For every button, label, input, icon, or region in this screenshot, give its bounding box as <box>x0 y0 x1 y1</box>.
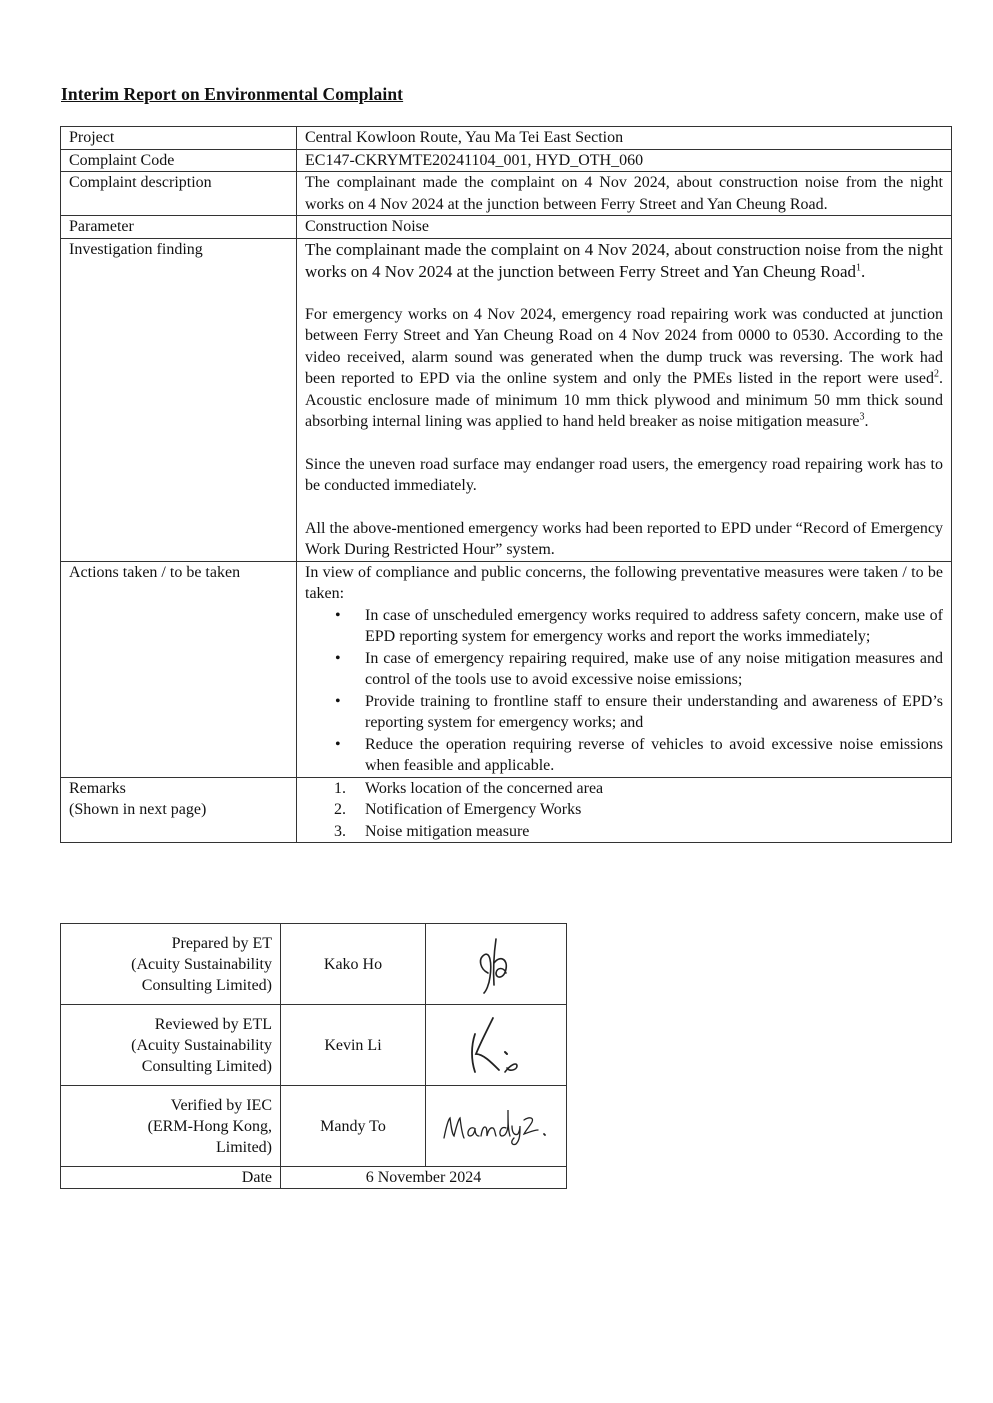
row-label-remarks: Remarks (Shown in next page) <box>61 777 297 843</box>
row-label-investigation-finding: Investigation finding <box>61 238 297 561</box>
list-item: 1. Works location of the concerned area <box>334 779 604 797</box>
signoff-row-date <box>61 1167 567 1189</box>
finding-paragraph-4: All the above-mentioned emergency works had been reported to EPD under “Record of Emergency Work During Restricted Hour” system. <box>305 519 943 558</box>
table-row <box>61 127 952 150</box>
signoff-role: Reviewed by ETL (Acuity Sustainability Consulting Limited) <box>61 1005 281 1086</box>
signoff-name: Mandy To <box>281 1086 426 1167</box>
finding-paragraph-2: For emergency works on 4 Nov 2024, emergency road repairing work was conducted at junction between Ferry Street and Yan Cheung Road on 4 Nov 2024 from 0000 to 0530. According to the video received, alarm sound was generated when the dump truck was reversing. The work had been reported to EPD via the online system and only the PMEs listed in the report were used$^2$. Acoustic enclosure made of minimum 10 mm thick plywood and minimum 50 mm thick sound absorbing internal lining was applied to hand held breaker as noise mitigation measure$^3$. <box>305 305 943 430</box>
signature-cell <box>426 924 567 1005</box>
bullet-icon: • <box>335 735 341 753</box>
signoff-name: Kevin Li <box>281 1005 426 1086</box>
footnote-ref: 1 <box>856 261 861 273</box>
row-value-complaint-code: EC147-CKRYMTE20241104_001, HYD_OTH_060 <box>297 149 952 172</box>
finding-paragraph-3: Since the uneven road surface may endanger road users, the emergency road repairing work has to be conducted immediately. <box>305 455 943 494</box>
row-value-remarks <box>297 777 952 843</box>
finding-text: The complainant made the complaint on 4 Nov 2024, about construction noise from the night works on 4 Nov 2024 at the junction between Ferry Street and Yan Cheung Road <box>305 239 943 281</box>
row-label-complaint-description: Complaint description <box>61 172 297 216</box>
list-item: • Reduce the operation requiring reverse of vehicles to avoid excessive noise emissions when feasible and applicable. <box>335 735 943 774</box>
row-value-investigation-finding <box>297 238 952 561</box>
actions-intro: In view of compliance and public concerns, the following preventative measures were taken / to be taken: <box>305 563 943 602</box>
report-title: Interim Report on Environmental Complaint <box>61 84 404 104</box>
table-row <box>61 216 952 239</box>
date-label: Date <box>61 1167 281 1189</box>
remarks-list <box>305 778 943 843</box>
signoff-name: Kako Ho <box>281 924 426 1005</box>
row-label-project: Project <box>61 127 297 150</box>
list-item: • In case of unscheduled emergency works required to address safety concern, make use of EPD reporting system for emergency works and report the works immediately; <box>335 606 943 645</box>
footnote-ref: 3 <box>859 411 865 423</box>
signoff-role: Prepared by ET (Acuity Sustainability Consulting Limited) <box>61 924 281 1005</box>
bullet-icon: • <box>335 606 341 624</box>
signoff-table <box>60 923 567 1189</box>
row-value-actions <box>297 561 952 777</box>
complaint-table <box>60 126 952 843</box>
bullet-icon: • <box>335 649 341 667</box>
table-row <box>61 561 952 777</box>
list-item: • Provide training to frontline staff to ensure their understanding and awareness of EPD’s reporting system for emergency works; and <box>335 692 943 731</box>
table-row <box>61 172 952 216</box>
signature-image <box>466 933 526 995</box>
table-row <box>61 238 952 561</box>
finding-text: For emergency works on 4 Nov 2024, emergency road repairing work was conducted at junction between Ferry Street and Yan Cheung Road on 4 Nov 2024 from 0000 to 0530. According to the video received, alarm sound was generated when the dump truck was reversing. The work had been reported to EPD via the online system and only the PMEs listed in the report were used <box>305 305 943 387</box>
table-row <box>61 777 952 843</box>
footnote-ref: 2 <box>934 368 939 380</box>
signature-cell <box>426 1005 567 1086</box>
row-value-parameter: Construction Noise <box>297 216 952 239</box>
finding-text: . Acoustic enclosure made of minimum 10 mm thick plywood and minimum 50 mm thick sound absorbing internal lining was applied to hand held breaker as noise mitigation measure <box>305 370 943 430</box>
table-row <box>61 149 952 172</box>
row-label-parameter: Parameter <box>61 216 297 239</box>
signoff-row-verified <box>61 1086 567 1167</box>
list-item: 3. Noise mitigation measure <box>334 822 530 840</box>
signature-image <box>461 1012 531 1078</box>
signature-cell <box>426 1086 567 1167</box>
list-item: • In case of emergency repairing required, make use of any noise mitigation measures and control of the tools use to avoid excessive noise emissions; <box>335 649 943 688</box>
row-value-project: Central Kowloon Route, Yau Ma Tei East Section <box>297 127 952 150</box>
list-item: 2. Notification of Emergency Works <box>334 801 582 818</box>
signoff-role: Verified by IEC (ERM-Hong Kong, Limited) <box>61 1086 281 1167</box>
signoff-row-prepared <box>61 924 567 1005</box>
row-label-actions: Actions taken / to be taken <box>61 561 297 777</box>
signoff-row-reviewed <box>61 1005 567 1086</box>
row-label-complaint-code: Complaint Code <box>61 149 297 172</box>
date-value: 6 November 2024 <box>281 1167 567 1189</box>
bullet-icon: • <box>335 692 341 710</box>
actions-list <box>305 605 943 777</box>
signature-image <box>440 1106 552 1146</box>
finding-paragraph-1: The complainant made the complaint on 4 Nov 2024, about construction noise from the night works on 4 Nov 2024 at the junction between Ferry Street and Yan Cheung Road$^1$. <box>305 239 943 281</box>
row-value-complaint-description: The complainant made the complaint on 4 Nov 2024, about construction noise from the night works on 4 Nov 2024 at the junction between Ferry Street and Yan Cheung Road. <box>297 172 952 216</box>
